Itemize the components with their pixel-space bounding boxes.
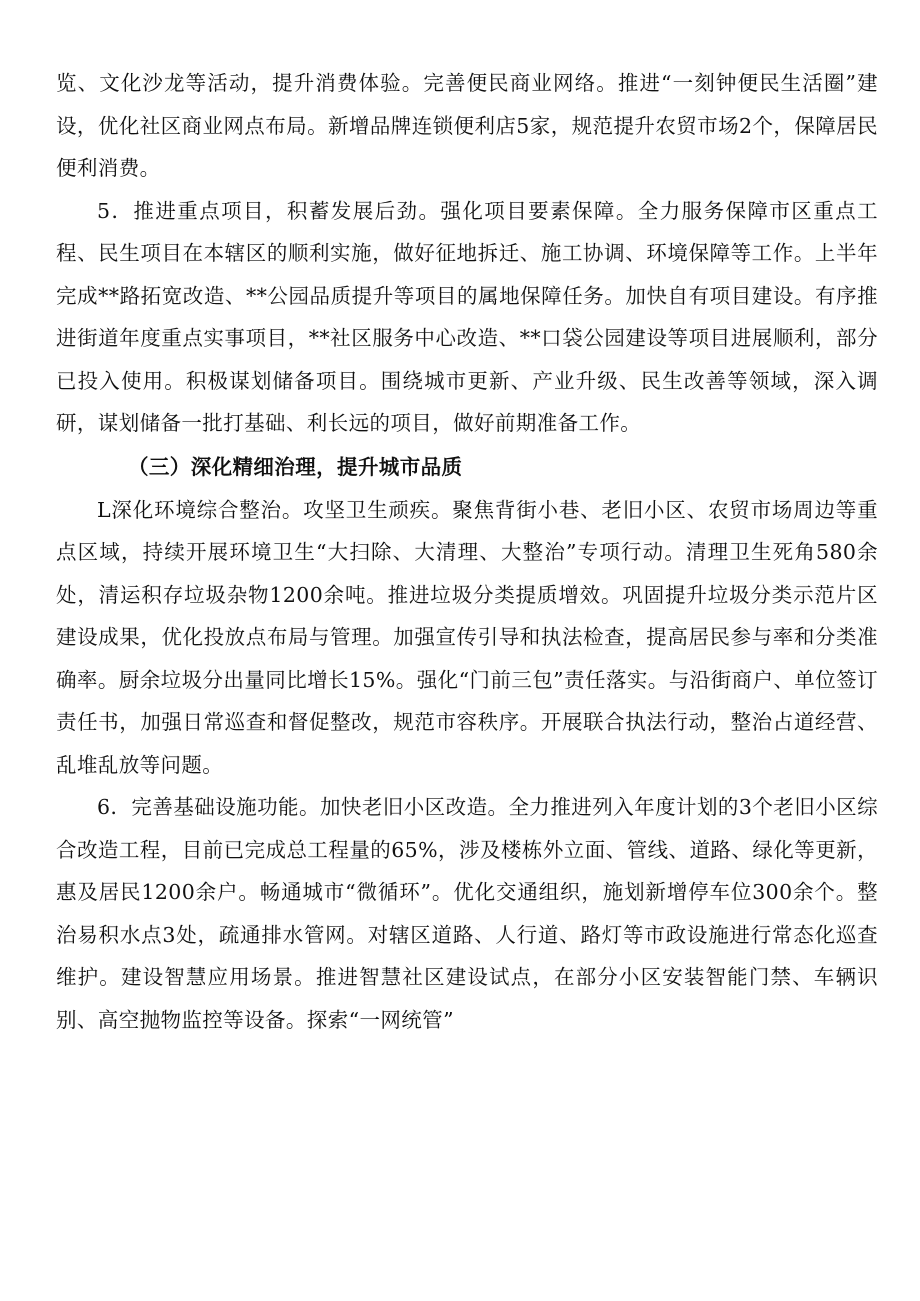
document-page: [56, 62, 878, 1041]
paragraph-infrastructure: 6．完善基础设施功能。加快老旧小区改造。全力推进列入年度计划的3个老旧小区综合改造工程，目前已完成总工程量的65%，涉及楼栋外立面、管线、道路、绿化等更新，惠及居民1200余户。畅通城市“微循环”。优化交通组织，施划新增停车位300余个。整治易积水点3处，疏通排水管网。对辖区道路、人行道、路灯等市政设施进行常态化巡查维护。建设智慧应用场景。推进智慧社区建设试点，在部分小区安装智能门禁、车辆识别、高空抛物监控等设备。探索“一网统管”: [56, 795, 878, 1032]
section-heading: （三）深化精细治理，提升城市品质: [128, 454, 463, 479]
paragraph-environment: L深化环境综合整治。攻坚卫生顽疾。聚焦背街小巷、老旧小区、农贸市场周边等重点区域，持续开展环境卫生“大扫除、大清理、大整治”专项行动。清理卫生死角580余处，清运积存垃圾杂物1200余吨。推进垃圾分类提质增效。巩固提升垃圾分类示范片区建设成果，优化投放点布局与管理。加强宣传引导和执法检查，提高居民参与率和分类准确率。厨余垃圾分出量同比增长15%。强化“门前三包”责任落实。与沿街商户、单位签订责任书，加强日常巡查和督促整改，规范市容秩序。开展联合执法行动，整治占道经营、乱堆乱放等问题。: [56, 497, 878, 777]
paragraph-key-projects: 5．推进重点项目，积蓄发展后劲。强化项目要素保障。全力服务保障市区重点工程、民生项目在本辖区的顺利实施，做好征地拆迁、施工协调、环境保障等工作。上半年完成**路拓宽改造、**公园品质提升等项目的属地保障任务。加快自有项目建设。有序推进街道年度重点实事项目，**社区服务中心改造、**口袋公园建设等项目进展顺利，部分已投入使用。积极谋划储备项目。围绕城市更新、产业升级、民生改善等领域，深入调研，谋划储备一批打基础、利长远的项目，做好前期准备工作。: [56, 198, 878, 435]
paragraph-consumption: 览、文化沙龙等活动，提升消费体验。完善便民商业网络。推进“一刻钟便民生活圈”建设，优化社区商业网点布局。新增品牌连锁便利店5家，规范提升农贸市场2个，保障居民便利消费。: [56, 71, 878, 180]
